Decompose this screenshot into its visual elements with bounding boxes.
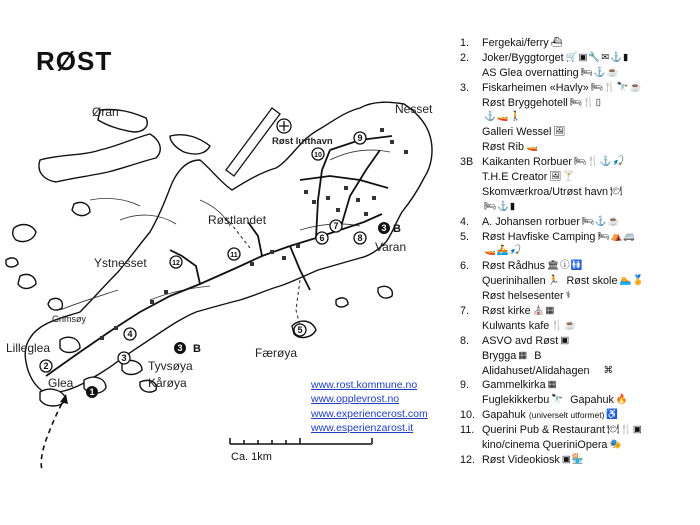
legend-item-12: 12. Røst Videokiosk ▣🏪: [460, 453, 585, 466]
legend-item-2: 2. Joker/Byggtorget 🛒▣🔧✉⚓▮: [460, 51, 630, 64]
link-experiencerost[interactable]: www.experiencerost.com: [311, 407, 428, 420]
marker-3: [118, 352, 130, 364]
legend-item-3e: Røst Rib 🚤: [482, 141, 539, 154]
marker-10: [312, 148, 324, 160]
legend-item-3B2: T.H.E Creator 🖼🍸: [482, 171, 576, 184]
church-icons: ⛪▦: [532, 305, 556, 317]
gallery-bar-icons: 🖼🍸: [549, 171, 576, 183]
marker-9: [354, 132, 366, 144]
svg-text:B: B: [393, 223, 401, 235]
legend-item-1: 1. Fergekai/ferry ⛴: [460, 37, 564, 49]
legend-item-3d: Galleri Wessel 🖼: [482, 126, 567, 139]
place-grimsoy: Grimsøy: [52, 314, 86, 324]
svg-text:5: 5: [297, 325, 303, 335]
legend-item-3b: Røst Bryggehotell 🛏🍴▯: [482, 96, 602, 109]
place-tyvsoya: Tyvsøya: [148, 359, 193, 373]
legend-item-3B3: Skomværkroa/Utrøst havn 🍽: [482, 185, 624, 198]
svg-text:6: 6: [319, 233, 325, 243]
svg-text:11: 11: [230, 252, 238, 259]
marker-8: [354, 232, 366, 244]
camping-icons: 🛏⛺🚐: [597, 230, 637, 242]
legend-item-7b: Kulwants kafe 🍴☕: [482, 319, 577, 332]
svg-text:10: 10: [314, 152, 322, 159]
harbor-icons: ⚓🚤🚶: [484, 111, 523, 123]
lodging-icons: 🛏🍴⚓🎣: [574, 156, 626, 168]
boat-icon: 🚤: [526, 141, 539, 153]
svg-text:3: 3: [121, 353, 127, 363]
map-title: RØST: [36, 46, 113, 76]
place-oran: Øran: [92, 105, 119, 119]
marker-6: [316, 232, 328, 244]
marker-2: [40, 360, 52, 372]
place-karoya: Kårøya: [148, 376, 187, 390]
place-lilleglea: Lilleglea: [6, 341, 51, 355]
svg-text:4: 4: [127, 329, 133, 339]
legend-item-3B4: [460, 200, 698, 215]
place-varan: Varan: [375, 240, 407, 254]
legend-item-9: 9. Gammelkirka ▦: [460, 379, 558, 392]
svg-text:3: 3: [177, 343, 183, 353]
svg-text:9: 9: [357, 133, 363, 143]
legend: [460, 36, 698, 468]
boat-icons: 🚤🚣🎣: [484, 245, 523, 257]
fire-icon: 🔥: [615, 394, 629, 406]
legend-item-6b: Querinihallen 🏃 Røst skole 🏊🏅: [482, 275, 646, 288]
legend-item-2b: AS Glea overnatting 🛏⚓☕: [482, 66, 620, 79]
svg-text:2: 2: [43, 361, 49, 371]
attraction-icon: ⌘: [603, 364, 614, 376]
restaurant-icon: 🍽: [610, 185, 624, 197]
legend-item-11b: kino/cinema QueriniOpera 🎭: [482, 439, 623, 452]
hotel-icons: 🛏🍴▯: [569, 96, 602, 108]
svg-text:12: 12: [172, 260, 180, 267]
kiosk-icons: ▣🏪: [561, 453, 585, 465]
place-ystnesset: Ystnesset: [94, 256, 147, 270]
svg-text:3: 3: [381, 223, 387, 233]
svg-text:1: 1: [89, 387, 95, 397]
legend-item-7: 7. Røst kirke ⛪▦: [460, 305, 556, 318]
marker-3b: [174, 342, 201, 355]
link-opplevrost[interactable]: www.opplevrost.no: [311, 393, 400, 406]
marker-5: [294, 324, 306, 336]
lodging-icons: 🛏🍴🔭☕: [590, 81, 643, 93]
shop-icon: ▣: [560, 334, 571, 346]
svg-text:B: B: [193, 343, 201, 355]
place-nesset: Nesset: [395, 102, 433, 116]
shop-icons: 🛒▣🔧✉⚓▮: [565, 51, 630, 63]
place-rost-lufthavn: Røst lufthavn: [272, 136, 333, 147]
sports-icon: 🏃: [547, 275, 561, 287]
svg-text:8: 8: [357, 233, 363, 243]
legend-item-6: 6. Røst Rådhus 🏛ⓘ🚻: [460, 260, 584, 273]
legend-item-4: 4. A. Johansen rorbuer 🛏⚓☕: [460, 215, 621, 228]
marker-12: [170, 256, 182, 268]
cafe-icons: 🍴☕: [551, 319, 577, 331]
binoculars-icon: 🔭: [551, 394, 565, 406]
lodging-icons: 🛏⚓☕: [581, 215, 621, 227]
legend-item-8c: Alidahuset/Alidahagen ⌘: [482, 364, 614, 377]
legend-item-5b: [460, 244, 698, 259]
theater-icon: 🎭: [609, 439, 623, 451]
restaurant-icons: 🍽🍴▣: [607, 424, 643, 436]
link-esperienzarost[interactable]: www.esperienzarost.it: [311, 421, 414, 434]
place-faeroya: Færøya: [255, 346, 297, 360]
link-rost-kommune[interactable]: www.rost.kommune.no: [311, 379, 418, 391]
svg-text:7: 7: [333, 221, 339, 231]
gallery-icon: 🖼: [553, 126, 567, 138]
legend-item-5: 5. Røst Havfiske Camping 🛏⛺🚐: [460, 230, 637, 243]
scale-label: Ca. 1km: [231, 451, 272, 463]
marker-4: [124, 328, 136, 340]
legend-item-10: 10. Gapahuk (universelt utformet) ♿: [460, 409, 620, 422]
lodging-icons: 🛏⚓▮: [484, 200, 517, 212]
accessible-icon: ♿: [606, 409, 620, 421]
main-island: [25, 102, 432, 392]
marker-7: [330, 220, 342, 232]
website-links: [311, 378, 428, 435]
ferry-icon: ⛴: [550, 37, 564, 48]
marker-11: [228, 248, 240, 260]
place-glea: Glea: [48, 376, 74, 390]
school-icons: 🏊🏅: [619, 275, 646, 287]
ferry-route: [41, 396, 66, 470]
legend-item-3: 3. Fiskarheimen «Havly» 🛏🍴🔭☕: [460, 81, 643, 94]
scale-bar: [230, 438, 372, 444]
legend-item-3B: 3B Kaikanten Rorbuer 🛏🍴⚓🎣: [460, 156, 626, 169]
legend-item-3c: [460, 110, 698, 125]
marker-1: [86, 386, 98, 398]
legend-item-8: 8. ASVO avd Røst ▣: [460, 334, 571, 347]
townhall-icons: 🏛ⓘ🚻: [547, 260, 584, 272]
place-rostlandet: Røstlandet: [208, 213, 267, 227]
museum-icon: ▦: [547, 379, 558, 391]
museum-icon: ▦: [518, 349, 529, 361]
health-icon: ⚕: [565, 290, 572, 302]
airport-marker: [277, 119, 291, 133]
legend-item-9b: Fuglekikkerbu 🔭 Gapahuk 🔥: [482, 394, 629, 407]
lodging-icons: 🛏⚓☕: [580, 66, 620, 78]
legend-item-8b: Brygga ▦ B: [482, 349, 542, 362]
legend-item-11: 11. Querini Pub & Restaurant 🍽🍴▣: [460, 424, 643, 437]
legend-item-6c: Røst helsesenter ⚕: [482, 290, 572, 303]
